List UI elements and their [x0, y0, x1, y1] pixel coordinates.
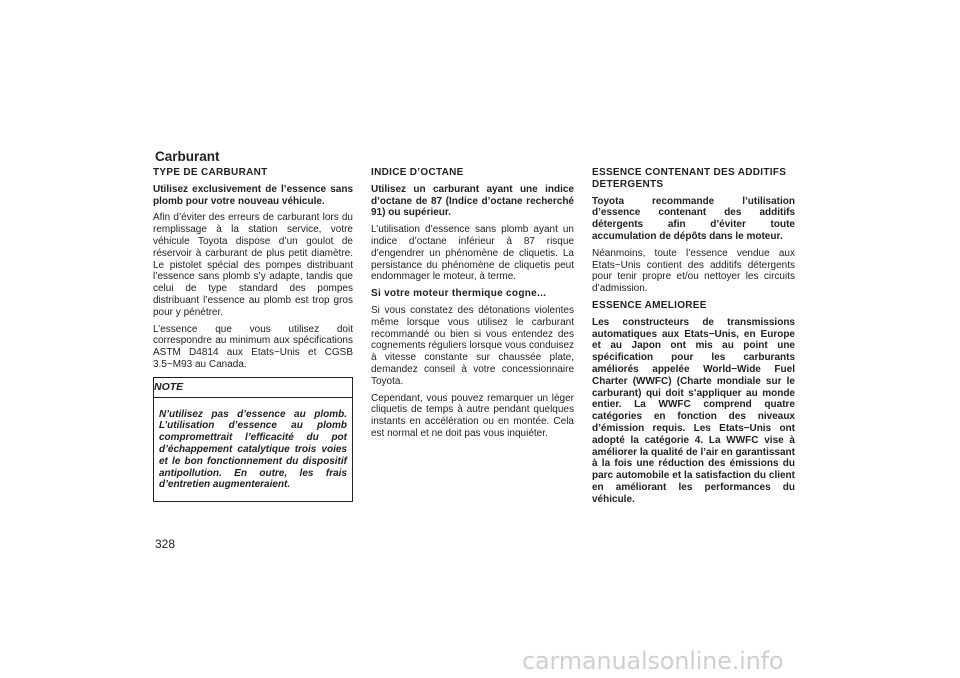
additives-heading: ESSENCE CONTENANT DES ADDITIFS DETERGENTS [592, 167, 787, 190]
fuel-spec-paragraph: L’essence que vous utilisez doit correspondre au minimum aux spécifications ASTM D4814 aux Etats−Unis et CGSB 3.5−M93 au Canada. [153, 323, 353, 370]
fuel-type-intro: Utilisez exclusivement de l’essence sans plomb pour votre nouveau véhicule. [153, 183, 353, 207]
octane-paragraph: L’utilisation d’essence sans plomb ayant un indice d’octane inférieur à 87 risque d’engendrer un phénomène de cliquetis. La persistance du phénomène de cliquetis peut endommager le moteur, à terme. [371, 224, 574, 283]
column-additives [592, 167, 795, 511]
knock-subheading: Si votre moteur thermique cogne... [371, 288, 547, 300]
additives-paragraph: Néanmoins, toute l’essence vendue aux Etats−Unis contient des additifs détergents pour tenir propre et/ou nettoyer les circuits d’admission. [592, 247, 795, 295]
section-title: Carburant [155, 149, 220, 164]
watermark: carmanualsonline.info [522, 647, 784, 675]
knock-paragraph: Si vous constatez des détonations violentes même lorsque vous utilisez le carburant recommandé ou bien si vous entendez des cognements réguliers lorsque vous conduisez à vitesse constante sur chaussée plate, demandez conseil à votre concessionnaire Toyota. [371, 304, 574, 387]
note-box [153, 377, 353, 502]
wwfc-paragraph: Les constructeurs de transmissions automatiques aux Etats−Unis, en Europe et au Japon ont mis au point une spécification pour les carburants améliorés appelée World−Wide Fuel Charter (WWFC) (Charte mondiale sur le carburant) qui doit s’appliquer au monde entier. La WWFC comprend quatre catégories en fonction des niveaux d’émission requis. Les Etats−Unis ont adopté la catégorie 4. La WWFC vise à améliorer la qualité de l’air en garantissant à la fois une réduction des émissions du parc automobile et la satisfaction du client en améliorant les performances du véhicule. [592, 316, 795, 505]
octane-intro: Utilisez un carburant ayant une indice d’octane de 87 (Indice d’octane recherché 91) ou supérieur. [371, 183, 574, 219]
additives-intro: Toyota recommande l’utilisation d’essence contenant des additifs détergents afin d’éviter toute accumulation de dépôts dans le moteur. [592, 195, 795, 242]
page-number: 328 [155, 537, 176, 551]
improved-fuel-heading: ESSENCE AMELIOREE [592, 299, 707, 311]
column-fuel-type [153, 167, 353, 502]
note-title: NOTE [154, 378, 352, 398]
note-text: N’utilisez pas d’essence au plomb. L’utilisation d’essence au plomb compromettrait l’efficacité du pot d’échappement catalytique trois voies et le bon fonctionnement du dispositif antipollution. En outre, les frais d’entretien augmenteraient. [159, 408, 347, 491]
octane-heading: INDICE D’OCTANE [371, 167, 464, 178]
fuel-type-paragraph: Afin d’éviter des erreurs de carburant lors du remplissage à la station service, votre véhicule Toyota dispose d’un goulot de réservoir à carburant de plus petit diamètre. Le pistolet spécial des pompes distribuant l’essence sans plomb s’y adapte, tandis que celui de type standard des pompes distribuant l’essence au plomb est trop gros pour y pénétrer. [153, 212, 353, 318]
column-octane [371, 167, 574, 445]
knock-note-paragraph: Cependant, vous pouvez remarquer un léger cliquetis de temps à autre pendant quelques instants en accélération ou en montée. Cela est normal et ne doit pas vous inquiéter. [371, 392, 574, 439]
fuel-type-heading: TYPE DE CARBURANT [153, 167, 268, 178]
